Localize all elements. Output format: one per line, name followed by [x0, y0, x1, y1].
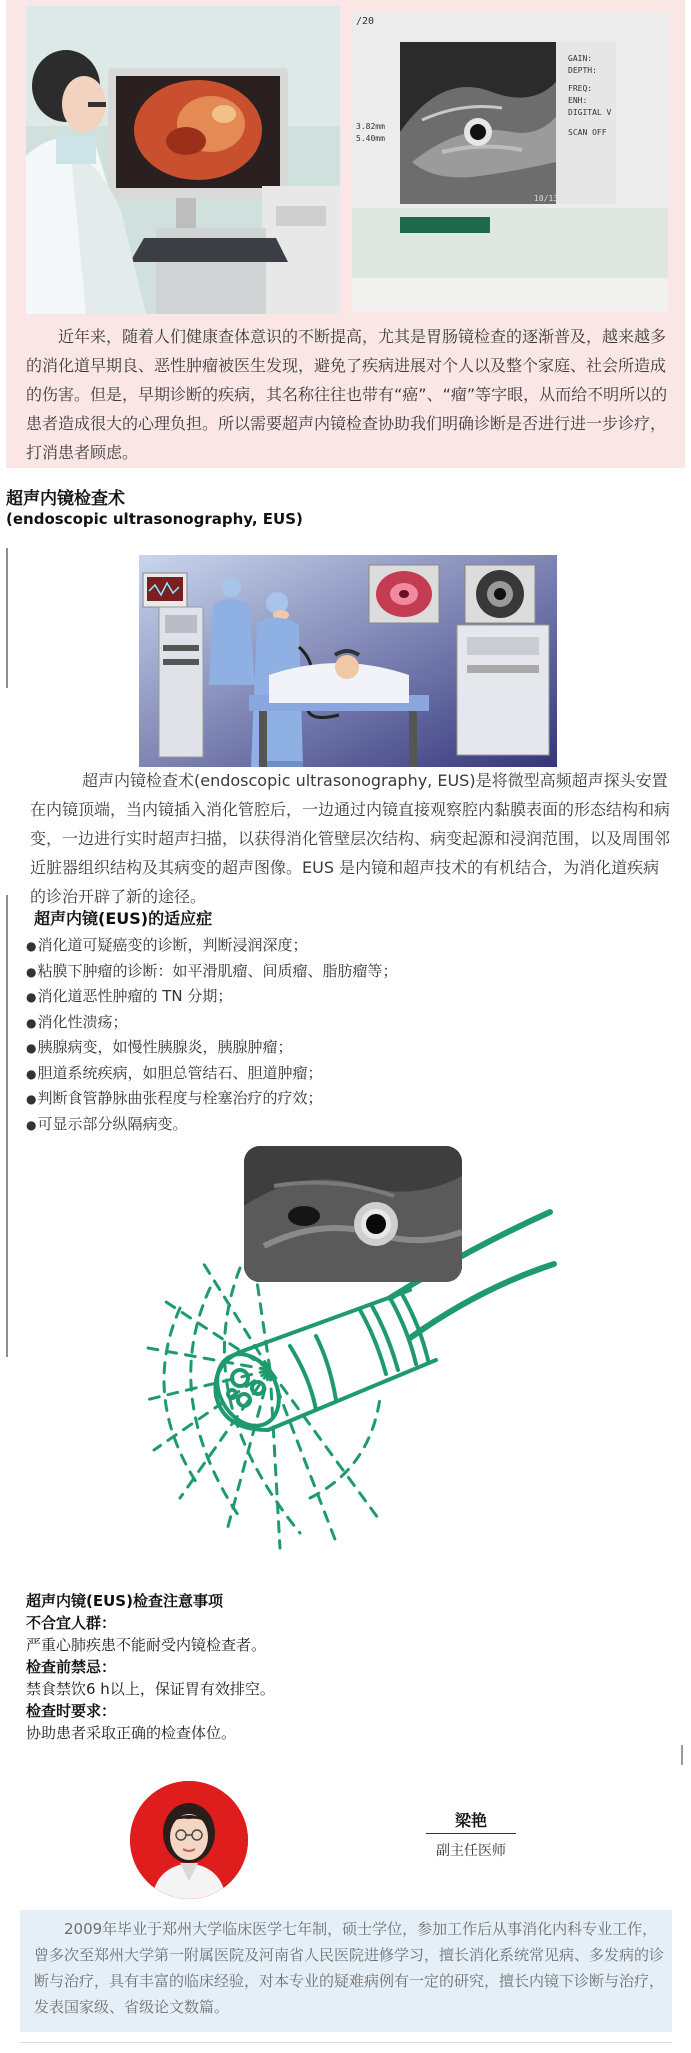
prohibit-text: 禁食禁饮6 h以上，保证胃有效排空。 [26, 1680, 275, 1698]
doctor-name: 梁艳 [454, 1811, 487, 1830]
screen-date-label: /20 [356, 16, 375, 27]
screen-frame-label: 10/13 [534, 194, 559, 203]
section-subtitle: (endoscopic ultrasonography, EUS) [6, 510, 303, 528]
doctor-title: 副主任医师 [436, 1843, 506, 1859]
list-item: ● 消化性溃疡； [26, 1010, 398, 1036]
unsuitable-text: 严重心肺疾患不能耐受内镜检查者。 [26, 1636, 267, 1654]
name-underline [426, 1833, 516, 1834]
unsuitable-label: 不合宜人群： [26, 1614, 117, 1632]
eus-ultrasound-image [244, 1146, 462, 1282]
list-item: ● 可显示部分纵隔病变。 [26, 1112, 398, 1138]
require-text: 协助患者采取正确的检查体位。 [26, 1724, 237, 1742]
eus-procedure-illustration [139, 555, 557, 767]
list-item: ● 消化道可疑癌变的诊断，判断浸润深度； [26, 933, 398, 959]
intro-paragraph: 近年来，随着人们健康查体意识的不断提高，尤其是胃肠镜检查的逐渐普及，越来越多的消化道早期良、恶性肿瘤被医生发现，避免了疾病进展对个人以及整个家庭、社会所造成的伤害。但是，早期诊断的疾病，其名称往往也带有“癌”、“瘤”等字眼，从而给不明所以的患者造成很大的心理负担。所以需要超声内镜检查协助我们明确诊断是否进行进一步诊疗，打消患者顾虑。 [26, 327, 668, 462]
left-divider [6, 895, 8, 1357]
list-item: ● 粘膜下肿瘤的诊断：如平滑肌瘤、间质瘤、脂肪瘤等； [26, 959, 398, 985]
doctor-avatar [130, 1781, 248, 1899]
indications-title: 超声内镜(EUS)的适应症 [34, 909, 213, 928]
screen-measure-2: 5.40mm [356, 134, 385, 143]
list-item: ● 胰腺病变，如慢性胰腺炎，胰腺肿瘤； [26, 1035, 398, 1061]
list-item: ● 判断食管静脉曲张程度与栓塞治疗的疗效； [26, 1086, 398, 1112]
prohibit-label: 检查前禁忌： [26, 1658, 117, 1676]
precautions-title: 超声内镜(EUS)检查注意事项 [26, 1592, 223, 1610]
screen-param-freq: FREQ: [568, 84, 593, 93]
section-title: 超声内镜检查术 [6, 489, 125, 509]
screen-param-digital: DIGITAL V [568, 108, 612, 117]
indications-list [26, 933, 398, 1137]
list-item: ● 消化道恶性肿瘤的 TN 分期； [26, 984, 398, 1010]
screen-scan-label: SCAN OFF [568, 128, 607, 137]
screen-param-gain: GAIN: [568, 54, 593, 63]
screen-param-depth: DEPTH: [568, 66, 597, 75]
exam-precautions [26, 1590, 666, 1744]
screen-measure-1: 3.82mm [356, 122, 385, 131]
left-divider [6, 548, 8, 688]
ultrasound-screen-photo [352, 12, 668, 312]
eus-description: 超声内镜检查术(endoscopic ultrasonography, EUS)是将微型高频超声探头安置在内镜顶端，当内镜插入消化管腔后，一边通过内镜直接观察腔内黏膜表面的形态结构和病变，一边进行实时超声扫描，以获得消化管壁层次结构、病变起源和浸润范围，以及周围邻近脏器组织结构及其病变的超声图像。EUS 是内镜和超声技术的有机结合，为消化道疾病的诊治开辟了新的途径。 [30, 771, 671, 906]
endoscopy-room-photo [26, 6, 340, 314]
screen-param-enh: ENH: [568, 96, 588, 105]
right-divider [681, 1745, 683, 1765]
bottom-divider [20, 2042, 672, 2043]
doctor-bio: 2009年毕业于郑州大学临床医学七年制，硕士学位，参加工作后从事消化内科专业工作，曾多次至郑州大学第一附属医院及河南省人民医院进修学习，擅长消化系统常见病、多发病的诊断与治疗，具有丰富的临床经验，对本专业的疑难病例有一定的研究，擅长内镜下诊断与治疗，发表国家级、省级论文数篇。 [34, 1920, 665, 2016]
list-item: ● 胆道系统疾病，如胆总管结石、胆道肿瘤； [26, 1061, 398, 1087]
require-label: 检查时要求： [26, 1702, 117, 1720]
